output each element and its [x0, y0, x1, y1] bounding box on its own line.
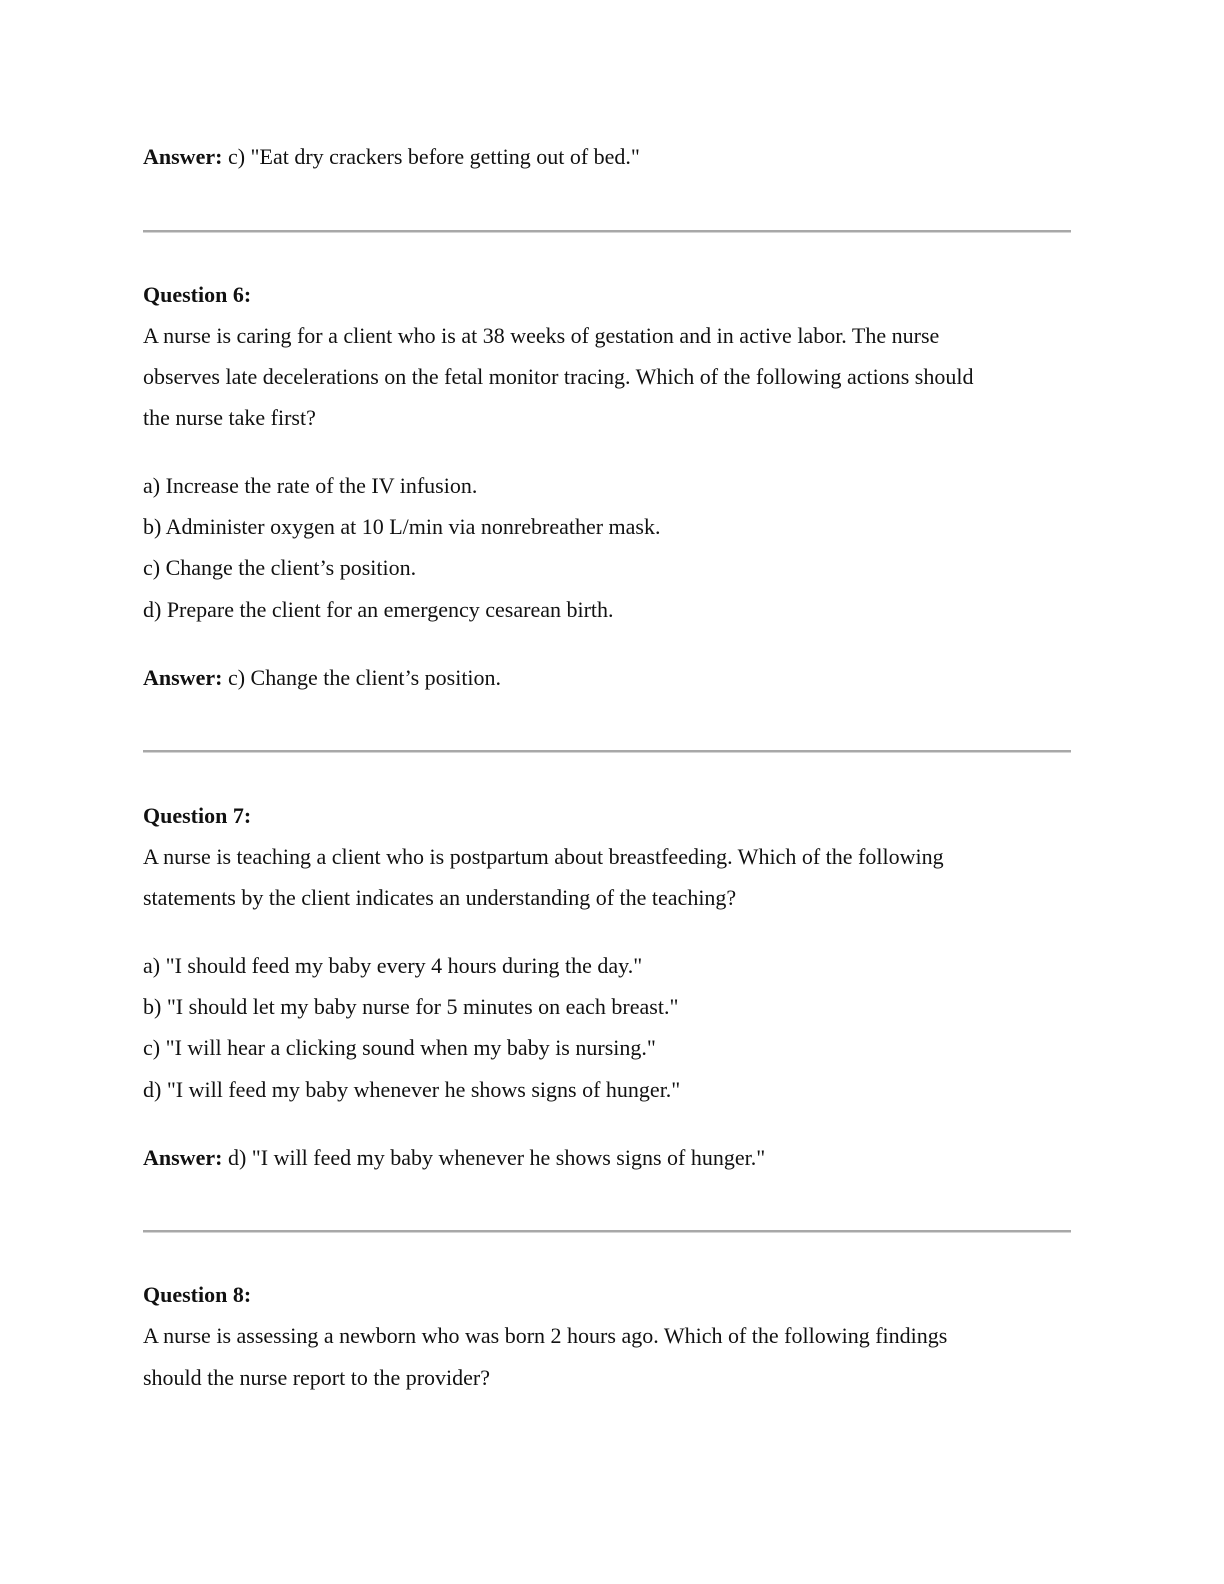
answer-text: c) "Eat dry crackers before getting out of bed."	[227, 144, 640, 169]
section-divider	[143, 230, 1071, 233]
question-8-stem-line: A nurse is assessing a newborn who was born 2 hours ago. Which of the following findings	[143, 1323, 948, 1348]
question-6-answer	[143, 664, 501, 692]
previous-answer	[143, 143, 640, 171]
question-7-answer	[143, 1144, 765, 1172]
question-6-stem-line: the nurse take first?	[143, 405, 316, 430]
answer-text: d) "I will feed my baby whenever he shows signs of hunger."	[227, 1145, 766, 1170]
section-divider	[143, 1230, 1071, 1233]
question-6-option-d: d) Prepare the client for an emergency cesarean birth.	[143, 597, 614, 622]
question-6-option-c: c) Change the client’s position.	[143, 555, 417, 580]
question-7-option-b: b) "I should let my baby nurse for 5 minutes on each breast."	[143, 994, 679, 1019]
question-7-option-c: c) "I will hear a clicking sound when my baby is nursing."	[143, 1035, 656, 1060]
question-7-title: Question 7:	[143, 803, 252, 828]
question-7-option-d: d) "I will feed my baby whenever he shows signs of hunger."	[143, 1077, 681, 1102]
question-6-stem-line: A nurse is caring for a client who is at 38 weeks of gestation and in active labor. The nurse	[143, 323, 940, 348]
question-6-option-a: a) Increase the rate of the IV infusion.	[143, 473, 478, 498]
question-8-stem-line: should the nurse report to the provider?	[143, 1365, 491, 1390]
answer-label: Answer:	[143, 144, 223, 169]
question-7-stem-line: statements by the client indicates an understanding of the teaching?	[143, 885, 737, 910]
question-7-stem-line: A nurse is teaching a client who is postpartum about breastfeeding. Which of the following	[143, 844, 944, 869]
question-6-stem-line: observes late decelerations on the fetal monitor tracing. Which of the following actions should	[143, 364, 974, 389]
answer-label: Answer:	[143, 665, 223, 690]
answer-label: Answer:	[143, 1145, 223, 1170]
answer-text: c) Change the client’s position.	[227, 665, 502, 690]
question-8-title: Question 8:	[143, 1282, 252, 1307]
question-7-option-a: a) "I should feed my baby every 4 hours during the day."	[143, 953, 643, 978]
question-6-option-b: b) Administer oxygen at 10 L/min via nonrebreather mask.	[143, 514, 661, 539]
section-divider	[143, 750, 1071, 753]
question-6-title: Question 6:	[143, 282, 252, 307]
